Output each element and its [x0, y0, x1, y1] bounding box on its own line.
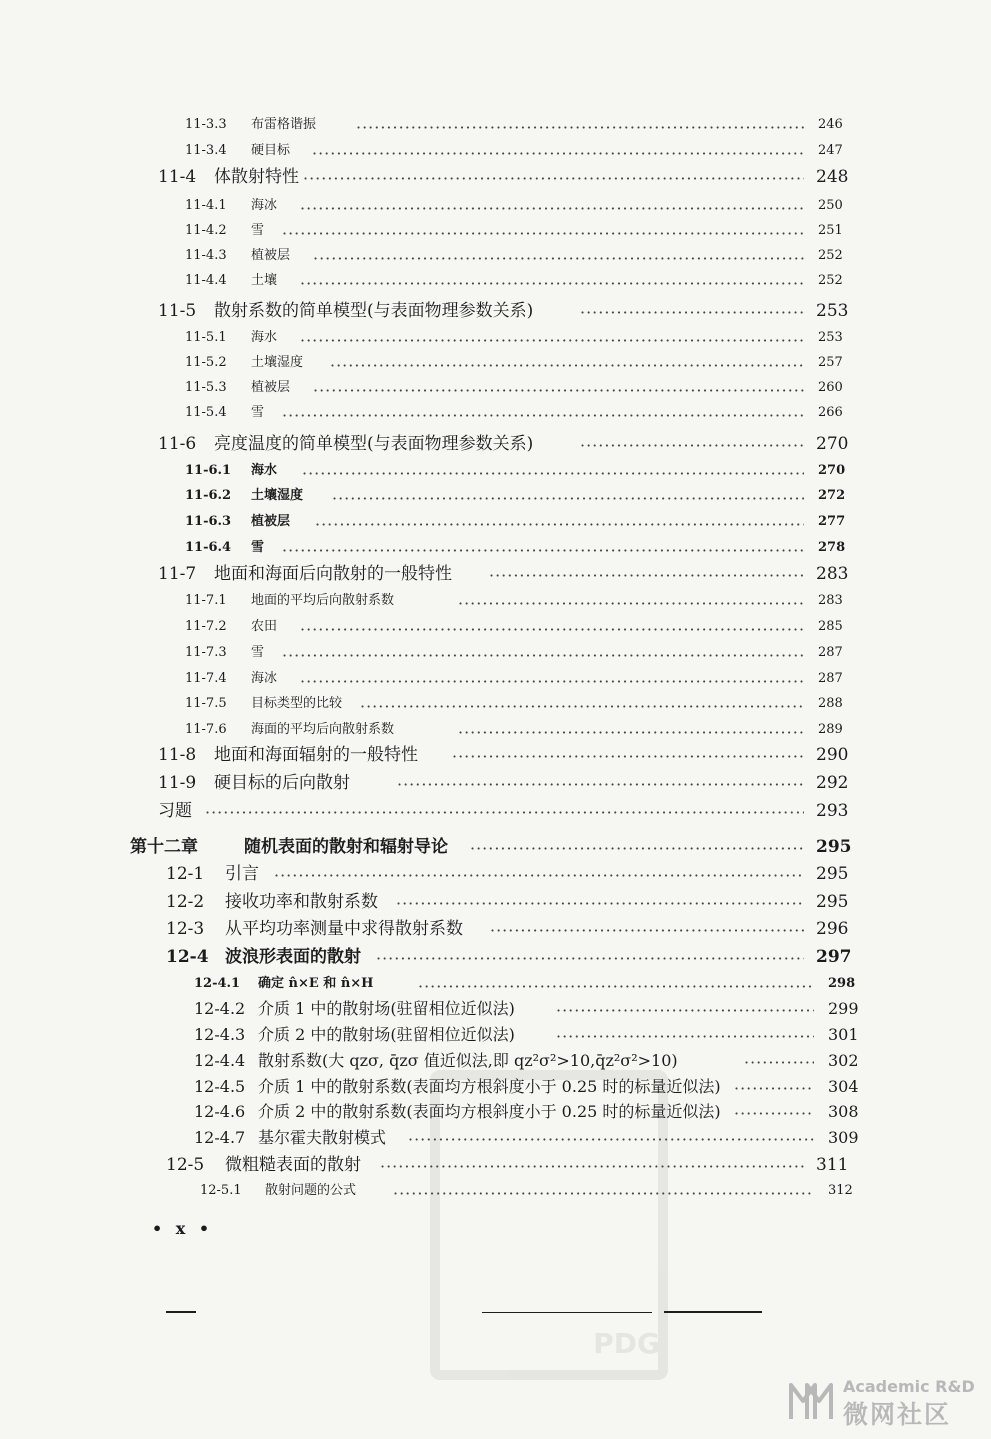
toc-entry-title: 雪	[251, 540, 265, 555]
toc-entry-page: 304	[828, 1077, 859, 1096]
toc-entry-page: 252	[818, 273, 843, 288]
toc-entry-page: 252	[818, 248, 843, 263]
toc-entry-title: 硬目标的后向散射	[214, 773, 350, 793]
toc-entry-title: 体散射特性	[214, 167, 299, 187]
toc-entry-title: 布雷格谐振	[251, 117, 317, 132]
toc-entry-page: 250	[818, 198, 843, 213]
toc-entry-page: 270	[818, 463, 846, 478]
toc-entry-page: 293	[816, 801, 849, 821]
toc-leader	[312, 144, 804, 160]
logo-icon	[787, 1377, 837, 1425]
toc-entry-page: 295	[816, 864, 849, 884]
toc-entry-title: 海冰	[251, 198, 278, 213]
toc-entry-number: 12-4.1	[194, 976, 241, 991]
toc-entry-title: 波浪形表面的散射	[225, 947, 361, 967]
toc-entry-title: 植被层	[251, 248, 291, 263]
toc-entry-number: 12-4.7	[194, 1128, 246, 1147]
toc-entry-number: 11-9	[158, 773, 197, 793]
toc-entry-number: 12-4.6	[194, 1102, 246, 1121]
toc-entry-page: 248	[816, 167, 849, 187]
toc-entry-title: 植被层	[251, 380, 291, 395]
brand-english: Academic R&D	[843, 1377, 975, 1396]
chapter-page: 295	[816, 837, 852, 857]
toc-entry-page: 287	[818, 671, 843, 686]
toc-entry-title: 地面和海面后向散射的一般特性	[214, 564, 452, 584]
toc-leader	[458, 594, 804, 610]
toc-entry-number: 12-1	[166, 864, 205, 884]
toc-leader	[300, 331, 804, 347]
toc-leader	[490, 921, 804, 937]
toc-entry-title: 地面和海面辐射的一般特性	[214, 745, 418, 765]
toc-entry-page: 301	[828, 1025, 859, 1044]
toc-leader	[300, 620, 804, 636]
toc-entry-title: 海水	[251, 330, 278, 345]
toc-leader	[282, 406, 804, 422]
toc-entry-page: 302	[828, 1051, 859, 1070]
toc-entry-title: 海冰	[251, 671, 278, 686]
toc-entry-title: 雪	[251, 223, 265, 238]
toc-entry-number: 12-4.5	[194, 1077, 246, 1096]
toc-entry-page: 311	[816, 1155, 849, 1175]
toc-entry-title: 介质 1 中的散射系数(表面均方根斜度小于 0.25 时的标量近似法)	[258, 1077, 721, 1096]
toc-entry-number: 11-6.3	[185, 514, 232, 529]
toc-entry-number: 11-7.4	[185, 671, 227, 686]
toc-leader	[360, 697, 804, 713]
toc-entry-page: 277	[818, 514, 846, 529]
brand-chinese: 微网社区	[843, 1400, 952, 1429]
toc-entry-title: 海水	[251, 463, 278, 478]
toc-entry-title: 硬目标	[251, 143, 291, 158]
toc-entry-page: 283	[816, 564, 849, 584]
toc-leader	[556, 1001, 814, 1017]
toc-entry-page: 312	[828, 1183, 853, 1198]
toc-entry-number: 11-7.6	[185, 722, 227, 737]
toc-leader	[580, 436, 804, 452]
toc-leader	[408, 1130, 814, 1146]
toc-entry-page: 257	[818, 355, 843, 370]
page-folio: • x •	[152, 1219, 214, 1238]
toc-leader	[744, 1053, 814, 1069]
toc-entry-number: 11-5	[158, 301, 197, 321]
toc-leader	[303, 169, 804, 185]
toc-leader	[556, 1027, 814, 1043]
toc-entry-number: 11-6	[158, 434, 197, 454]
toc-entry-page: 289	[818, 722, 843, 737]
toc-entry-number: 11-6.2	[185, 488, 232, 503]
toc-leader	[397, 775, 804, 791]
toc-entry-number: 12-5	[166, 1155, 205, 1175]
toc-entry-page: 260	[818, 380, 843, 395]
toc-leader	[300, 274, 804, 290]
toc-entry-title: 雪	[251, 405, 265, 420]
toc-entry-title: 农田	[251, 619, 278, 634]
toc-entry-title: 植被层	[251, 514, 291, 529]
toc-entry-page: 247	[818, 143, 843, 158]
toc-entry-title: 散射问题的公式	[265, 1183, 357, 1198]
toc-leader	[205, 803, 804, 819]
toc-entry-title: 接收功率和散射系数	[225, 892, 378, 912]
toc-entry-number: 11-6.1	[185, 463, 232, 478]
toc-leader	[356, 118, 804, 134]
toc-entry-page: 270	[816, 434, 849, 454]
toc-entry-number: 11-5.2	[185, 355, 227, 370]
toc-entry-page: 266	[818, 405, 843, 420]
toc-entry-page: 253	[818, 330, 843, 345]
toc-entry-page: 278	[818, 540, 846, 555]
toc-leader	[418, 977, 814, 993]
toc-leader	[458, 723, 804, 739]
toc-entry-number: 11-4	[158, 167, 197, 187]
bottom-rule-middle	[482, 1312, 652, 1313]
toc-entry-title: 土壤	[251, 273, 278, 288]
toc-leader	[489, 566, 804, 582]
toc-entry-title: 土壤湿度	[251, 355, 304, 370]
toc-leader	[734, 1104, 814, 1120]
toc-leader	[734, 1079, 814, 1095]
toc-entry-title: 散射系数(大 qzσ, q̄zσ 值近似法,即 qz²σ²>10,q̄z²σ²>10)	[258, 1051, 678, 1070]
toc-entry-page: 285	[818, 619, 843, 634]
toc-entry-number: 11-7.2	[185, 619, 227, 634]
toc-entry-page: 308	[828, 1102, 859, 1121]
toc-entry-title: 微粗糙表面的散射	[225, 1155, 361, 1175]
toc-leader	[300, 672, 804, 688]
toc-entry-number: 11-3.3	[185, 117, 227, 132]
toc-leader	[302, 464, 804, 480]
toc-leader	[315, 515, 804, 531]
toc-entry-page: 251	[818, 223, 843, 238]
toc-leader	[452, 747, 804, 763]
toc-entry-number: 11-4.1	[185, 198, 227, 213]
toc-entry-number: 11-7.1	[185, 593, 227, 608]
bottom-rule-right	[664, 1311, 762, 1313]
toc-entry-title: 亮度温度的简单模型(与表面物理参数关系)	[214, 434, 534, 454]
toc-entry-title: 从平均功率测量中求得散射系数	[225, 919, 463, 939]
toc-entry-title: 土壤湿度	[251, 488, 304, 503]
toc-entry-title: 雪	[251, 645, 265, 660]
toc-entry-page: 290	[816, 745, 849, 765]
toc-entry-number: 11-7.3	[185, 645, 227, 660]
toc-leader	[313, 381, 804, 397]
toc-leader	[393, 1184, 814, 1200]
toc-leader	[470, 839, 804, 855]
toc-entry-page: 309	[828, 1128, 859, 1147]
toc-entry-title: 介质 2 中的散射场(驻留相位近似法)	[258, 1025, 515, 1044]
toc-entry-number: 12-3	[166, 919, 205, 939]
toc-entry-page: 287	[818, 645, 843, 660]
toc-leader	[396, 894, 804, 910]
toc-leader	[282, 646, 804, 662]
toc-entry-title: 散射系数的简单模型(与表面物理参数关系)	[214, 301, 534, 321]
toc-entry-number: 11-5.3	[185, 380, 227, 395]
toc-leader	[330, 356, 804, 372]
toc-entry-page: 297	[816, 947, 852, 967]
chapter-title: 随机表面的散射和辐射导论	[244, 837, 448, 857]
toc-leader	[300, 199, 804, 215]
toc-entry-number: 11-7	[158, 564, 197, 584]
toc-leader	[282, 224, 804, 240]
toc-entry-number: 12-4.4	[194, 1051, 246, 1070]
toc-entry-title: 海面的平均后向散射系数	[251, 722, 395, 737]
seal-label: PDG	[593, 1327, 660, 1360]
toc-entry-number: 11-3.4	[185, 143, 227, 158]
toc-entry-title: 习题	[158, 801, 192, 821]
toc-leader	[580, 303, 804, 319]
toc-entry-page: 253	[816, 301, 849, 321]
toc-entry-number: 11-5.1	[185, 330, 227, 345]
watermark-logo	[787, 1377, 987, 1429]
toc-leader	[282, 541, 804, 557]
toc-leader	[332, 489, 804, 505]
toc-entry-number: 12-4.2	[194, 999, 246, 1018]
toc-entry-title: 地面的平均后向散射系数	[251, 593, 395, 608]
toc-entry-page: 298	[828, 976, 856, 991]
toc-entry-page: 288	[818, 696, 843, 711]
toc-entry-number: 12-5.1	[200, 1183, 242, 1198]
chapter-number: 第十二章	[130, 837, 198, 857]
toc-entry-title: 基尔霍夫散射模式	[258, 1128, 387, 1147]
toc-entry-number: 11-4.2	[185, 223, 227, 238]
toc-entry-number: 12-4	[166, 947, 209, 967]
toc-entry-page: 283	[818, 593, 843, 608]
toc-entry-number: 11-5.4	[185, 405, 227, 420]
bottom-rule-left	[166, 1311, 196, 1313]
toc-entry-title: 确定 n̂×E 和 n̂×H	[258, 976, 374, 991]
toc-entry-title: 目标类型的比较	[251, 696, 343, 711]
toc-entry-number: 11-7.5	[185, 696, 227, 711]
toc-entry-title: 引言	[225, 864, 259, 884]
toc-entry-page: 292	[816, 773, 849, 793]
toc-entry-page: 296	[816, 919, 849, 939]
toc-leader	[313, 249, 804, 265]
toc-entry-number: 12-2	[166, 892, 205, 912]
toc-entry-page: 246	[818, 117, 843, 132]
toc-entry-number: 11-4.3	[185, 248, 227, 263]
toc-entry-number: 11-8	[158, 745, 197, 765]
toc-entry-number: 12-4.3	[194, 1025, 246, 1044]
toc-entry-number: 11-4.4	[185, 273, 227, 288]
toc-entry-number: 11-6.4	[185, 540, 232, 555]
toc-leader	[376, 949, 804, 965]
toc-entry-page: 295	[816, 892, 849, 912]
toc-entry-page: 299	[828, 999, 859, 1018]
toc-leader	[380, 1157, 804, 1173]
toc-entry-title: 介质 1 中的散射场(驻留相位近似法)	[258, 999, 515, 1018]
toc-entry-title: 介质 2 中的散射系数(表面均方根斜度小于 0.25 时的标量近似法)	[258, 1102, 721, 1121]
toc-entry-page: 272	[818, 488, 846, 503]
toc-leader	[274, 866, 804, 882]
